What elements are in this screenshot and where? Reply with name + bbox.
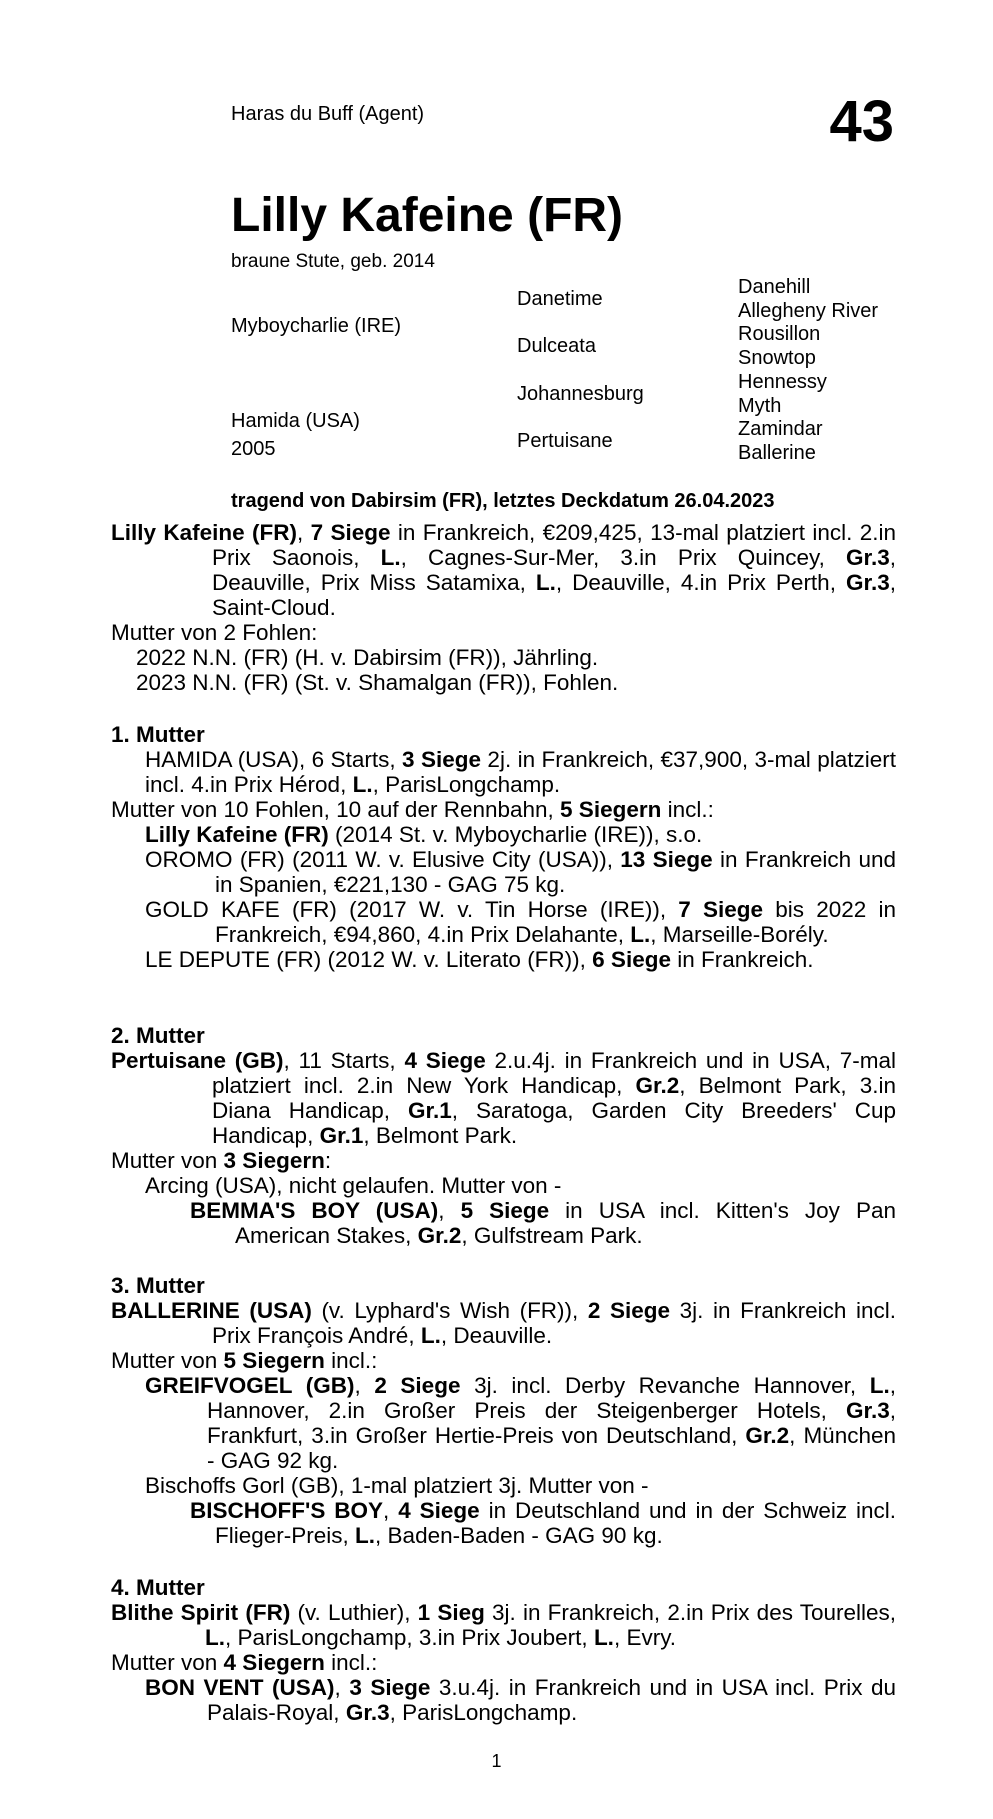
first-dam-heading: 1. Mutter	[111, 722, 205, 747]
fourth-dam-produce-intro: Mutter von 4 Siegern incl.:	[111, 1650, 378, 1675]
pedigree-gen3: Snowtop	[738, 347, 816, 369]
pedigree-gen3: Zamindar	[738, 418, 823, 440]
pedigree-gen3: Danehill	[738, 276, 811, 298]
first-dam-record: HAMIDA (USA), 6 Starts, 3 Siege 2j. in Frankreich, €37,900, 3-mal platziert incl. 4.in Prix Hérod, L., ParisLongchamp.	[145, 747, 896, 797]
pedigree-dam-year: 2005	[231, 438, 276, 460]
second-dam-section	[111, 1023, 896, 1248]
third-dam-produce-intro: Mutter von 5 Siegern incl.:	[111, 1348, 378, 1373]
pedigree-gen2: Danetime	[517, 288, 603, 310]
pedigree-gen3: Hennessy	[738, 371, 827, 393]
offspring-entry: GREIFVOGEL (GB), 2 Siege 3j. incl. Derby Revanche Hannover, L., Hannover, 2.in Großer Preis der Steigenberger Hotels, Gr.3, Frankfurt, 3.in Großer Hertie-Preis von Deutschland, Gr.2, München - GAG 92 kg.	[145, 1373, 897, 1473]
pedigree-gen3: Ballerine	[738, 442, 816, 464]
offspring-entry: Arcing (USA), nicht gelaufen. Mutter von -	[145, 1173, 562, 1198]
offspring-entry: Lilly Kafeine (FR) (2014 St. v. Myboycharlie (IRE)), s.o.	[145, 822, 703, 847]
pedigree-gen2: Pertuisane	[517, 430, 613, 452]
offspring-entry: GOLD KAFE (FR) (2017 W. v. Tin Horse (IRE)), 7 Siege bis 2022 in Frankreich, €94,860, 4.in Prix Delahante, L., Marseille-Borély.	[145, 897, 896, 947]
grand-offspring-entry: BEMMA'S BOY (USA), 5 Siege in USA incl. Kitten's Joy Pan American Stakes, Gr.2, Gulfstream Park.	[190, 1198, 897, 1248]
second-dam-record: Pertuisane (GB), 11 Starts, 4 Siege 2.u.4j. in Frankreich und in USA, 7-mal platziert incl. 2.in New York Handicap, Gr.2, Belmont Park, 3.in Diana Handicap, Gr.1, Saratoga, Garden City Breeders' Cup Handicap, Gr.1, Belmont Park.	[111, 1048, 896, 1148]
lot-number: 43	[829, 89, 894, 154]
foal-entry: 2022 N.N. (FR) (H. v. Dabirsim (FR)), Jährling.	[136, 645, 599, 670]
first-dam-produce-intro: Mutter von 10 Fohlen, 10 auf der Rennbahn, 5 Siegern incl.:	[111, 797, 714, 822]
offspring-entry: BON VENT (USA), 3 Siege 3.u.4j. in Frankreich und in USA incl. Prix du Palais-Royal, Gr.3, ParisLongchamp.	[145, 1675, 897, 1725]
second-dam-heading: 2. Mutter	[111, 1023, 205, 1048]
offspring-entry: OROMO (FR) (2011 W. v. Elusive City (USA)), 13 Siege in Frankreich und in Spanien, €221,130 - GAG 75 kg.	[145, 847, 896, 897]
fourth-dam-record: Blithe Spirit (FR) (v. Luthier), 1 Sieg 3j. in Frankreich, 2.in Prix des Tourelles, L., ParisLongchamp, 3.in Prix Joubert, L., Evry.	[111, 1600, 897, 1650]
fourth-dam-heading: 4. Mutter	[111, 1575, 205, 1600]
consignor-agent: Haras du Buff (Agent)	[231, 103, 425, 125]
fourth-dam-section	[111, 1575, 896, 1725]
third-dam-heading: 3. Mutter	[111, 1273, 205, 1298]
second-dam-produce-intro: Mutter von 3 Siegern:	[111, 1148, 332, 1173]
third-dam-section	[111, 1273, 896, 1548]
offspring-entry: Bischoffs Gorl (GB), 1-mal platziert 3j. Mutter von -	[145, 1473, 649, 1498]
pedigree-gen2: Dulceata	[517, 335, 596, 357]
pedigree-sire: Myboycharlie (IRE)	[231, 315, 402, 337]
foals-intro: Mutter von 2 Fohlen:	[111, 620, 318, 645]
pedigree-gen2: Johannesburg	[517, 383, 644, 405]
horse-summary	[111, 520, 896, 695]
grand-offspring-entry: BISCHOFF'S BOY, 4 Siege in Deutschland und in der Schweiz incl. Flieger-Preis, L., Baden-Baden - GAG 90 kg.	[190, 1498, 897, 1548]
horse-name-title: Lilly Kafeine (FR)	[231, 189, 624, 242]
covering-note: tragend von Dabirsim (FR), letztes Deckdatum 26.04.2023	[231, 490, 775, 512]
horse-description: braune Stute, geb. 2014	[231, 251, 435, 272]
offspring-entry: LE DEPUTE (FR) (2012 W. v. Literato (FR)), 6 Siege in Frankreich.	[145, 947, 814, 972]
third-dam-record: BALLERINE (USA) (v. Lyphard's Wish (FR)), 2 Siege 3j. in Frankreich incl. Prix François André, L., Deauville.	[111, 1298, 897, 1348]
page-number: 1	[491, 1751, 502, 1771]
pedigree-gen3: Allegheny River	[738, 300, 879, 322]
horse-record: Lilly Kafeine (FR), 7 Siege in Frankreich, €209,425, 13-mal platziert incl. 2.in Prix Saonois, L., Cagnes-Sur-Mer, 3.in Prix Quincey, Gr.3, Deauville, Prix Miss Satamixa, L., Deauville, 4.in Prix Perth, Gr.3, Saint-Cloud.	[111, 520, 896, 620]
pedigree-gen3: Myth	[738, 395, 782, 417]
foal-entry: 2023 N.N. (FR) (St. v. Shamalgan (FR)), Fohlen.	[136, 670, 619, 695]
pedigree-gen3: Rousillon	[738, 323, 821, 345]
first-dam-section	[111, 722, 896, 972]
pedigree-dam: Hamida (USA)	[231, 410, 360, 432]
